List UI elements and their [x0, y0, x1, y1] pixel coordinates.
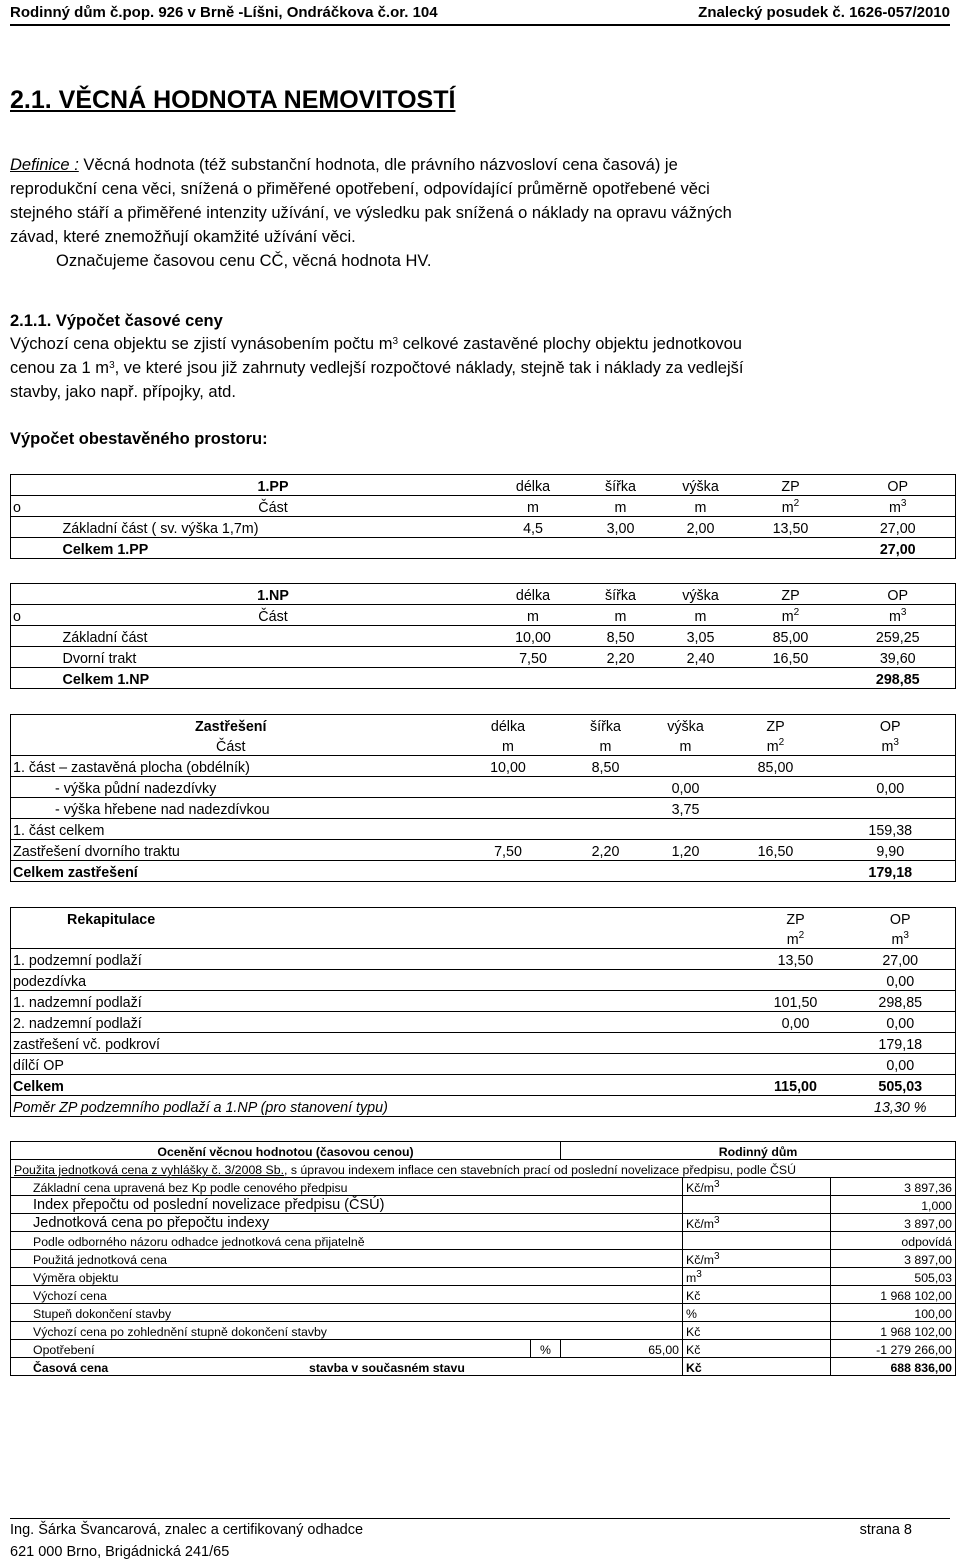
cell-vyska: 2,00 — [686, 521, 715, 537]
unit-m: m — [527, 500, 539, 516]
section-paragraph-line-3: stavby, jako např. přípojky, atd. — [10, 383, 236, 401]
col-op: OP — [889, 912, 911, 928]
section-heading: 2.1.1. Výpočet časové ceny — [10, 312, 223, 330]
unit: % — [686, 1307, 697, 1321]
sup: 3 — [696, 1269, 702, 1280]
ratio-value: 13,30 % — [874, 1100, 927, 1116]
col-vyska: výška — [667, 719, 704, 735]
cell-sirka: 2,20 — [591, 844, 620, 860]
valuation-head-right: Rodinný dům — [561, 1142, 956, 1160]
row-value: 505,03 — [831, 1268, 956, 1286]
final-value: 688 836,00 — [831, 1358, 956, 1376]
cell-zp: 13,50 — [772, 521, 809, 537]
unit: m — [881, 739, 894, 755]
cell-vyska: 2,40 — [686, 651, 715, 667]
row-value: 1,000 — [831, 1196, 956, 1214]
row-name: podezdívka — [13, 974, 87, 990]
unit: m — [889, 609, 901, 625]
col-cast: Část — [216, 739, 246, 755]
row-name: Základní cena upravená bez Kp podle cenového předpisu — [11, 1178, 683, 1196]
row-value: 3 897,00 — [831, 1214, 956, 1232]
footer-author: Ing. Šárka Švancarová, znalec a certifikovaný odhadce — [10, 1522, 364, 1538]
row-value: 3 897,00 — [831, 1250, 956, 1268]
row-name: Dvorní trakt — [62, 651, 137, 667]
cell-delka: 10,00 — [490, 760, 526, 776]
section-paragraph-line-1 — [10, 331, 742, 357]
row-name: Opotřebení — [11, 1340, 531, 1358]
cell-op: 0,00 — [876, 781, 905, 797]
unit: m — [686, 1271, 697, 1285]
table-row — [11, 949, 956, 970]
header-right: Znalecký posudek č. 1626-057/2010 — [698, 4, 950, 21]
total-zp: 115,00 — [774, 1079, 817, 1095]
col-op: OP — [887, 588, 909, 604]
row-name: 1. podzemní podlaží — [13, 953, 142, 969]
row-unit — [683, 1196, 831, 1214]
final-row — [11, 1358, 956, 1376]
sup: 3 — [893, 737, 899, 748]
cell-zp: 13,50 — [777, 953, 814, 969]
total-value: 27,00 — [879, 542, 916, 558]
cell-op: 0,00 — [886, 1016, 915, 1032]
col-sirka: šířka — [605, 588, 636, 604]
row-value: -1 279 266,00 — [831, 1340, 956, 1358]
valuation-source — [11, 1160, 956, 1178]
row-name: Podle odborného názoru odhadce jednotková cena přijatelně — [11, 1232, 683, 1250]
text: cenou za 1 m — [10, 359, 110, 377]
roof-title: Zastřešení — [194, 719, 267, 735]
table-row — [11, 517, 956, 538]
definition-text: Věcná hodnota (též substanční hodnota, dle právního názvosloví cena časová) je — [78, 156, 678, 174]
row-name: 2. nadzemní podlaží — [13, 1016, 142, 1032]
footer-address: 621 000 Brno, Brigádnická 241/65 — [10, 1544, 230, 1560]
page-header — [10, 2, 950, 26]
row-name: 1. nadzemní podlaží — [13, 995, 142, 1011]
recap-title: Rekapitulace — [67, 912, 156, 928]
unit: Kč/m — [686, 1253, 715, 1267]
cell-zp — [746, 1033, 846, 1054]
col-sirka: šířka — [590, 719, 621, 735]
unit-m: m — [614, 609, 627, 625]
unit-m2 — [741, 496, 841, 517]
unit: Kč — [686, 1289, 701, 1303]
unit-m3 — [846, 928, 956, 949]
unit-m3 — [826, 735, 956, 756]
cell-delka: 10,00 — [515, 630, 551, 646]
row-name: - výška půdní nadezdívky — [55, 781, 217, 797]
table-row — [11, 1214, 956, 1232]
row-name: Zastřešení dvorního traktu — [13, 844, 180, 860]
unit-m: m — [694, 500, 707, 516]
row-name: Jednotková cena po přepočtu indexy — [11, 1214, 683, 1232]
final-mid: stavba v současném stavu — [309, 1361, 465, 1375]
col-zp: ZP — [781, 479, 800, 495]
definition-line-3: stejného stáří a přiměřené intenzity užívání, ve výsledku pak snížená o náklady na opravu vážných — [10, 204, 732, 222]
cell-zp — [746, 1054, 846, 1075]
table-row — [11, 647, 956, 668]
text: Výchozí cena objektu se zjistí vynásobením počtu m — [10, 335, 393, 353]
table-row — [11, 1268, 956, 1286]
text: , ve které jsou již zahrnuty vedlejší rozpočtové náklady, stejně tak i náklady za vedlejší — [114, 359, 744, 377]
table-row — [11, 798, 956, 819]
col-o: o — [13, 500, 21, 516]
sup: 2 — [793, 607, 800, 618]
row-unit: Kč — [683, 1358, 831, 1376]
cell-zp: 16,50 — [757, 844, 794, 860]
unit: Kč — [686, 1325, 701, 1339]
unit: m — [891, 932, 904, 948]
row-value: odpovídá — [831, 1232, 956, 1250]
np-title: 1.NP — [257, 588, 289, 604]
row-unit — [683, 1214, 831, 1232]
section-paragraph-line-2 — [10, 355, 743, 381]
table-row — [11, 1054, 956, 1075]
page-title: 2.1. VĚCNÁ HODNOTA NEMOVITOSTÍ — [10, 86, 456, 114]
pct-value: 65,00 — [561, 1340, 683, 1358]
total-label: Celkem zastřešení — [13, 865, 138, 881]
ratio-row — [11, 1096, 956, 1117]
cell-zp: 16,50 — [772, 651, 809, 667]
cell-op: 27,00 — [882, 953, 919, 969]
valuation-table — [10, 1141, 956, 1376]
cell-sirka: 8,50 — [591, 760, 620, 776]
table-row — [11, 1286, 956, 1304]
sup: 3 — [714, 1215, 720, 1226]
total-value: 179,18 — [868, 865, 913, 881]
row-name: Použitá jednotková cena — [11, 1250, 683, 1268]
row-unit — [683, 1250, 831, 1268]
unit: m — [889, 500, 901, 516]
cell-zp: 85,00 — [757, 760, 794, 776]
row-unit — [683, 1286, 831, 1304]
unit: m — [786, 932, 799, 948]
final-label-cell — [11, 1358, 683, 1376]
col-delka: délka — [515, 479, 551, 495]
row-name: 1. část celkem — [13, 823, 105, 839]
definition-label: Definice : — [10, 156, 79, 174]
cell-op: 0,00 — [886, 1058, 915, 1074]
pp-table — [10, 474, 956, 559]
total-row — [11, 668, 956, 689]
pct-unit: % — [531, 1340, 561, 1358]
sup: 3 — [900, 498, 907, 509]
col-op: OP — [887, 479, 909, 495]
col-zp: ZP — [766, 719, 785, 735]
page-footer — [10, 1518, 950, 1560]
table-row — [11, 1196, 956, 1214]
total-label: Celkem 1.NP — [62, 672, 150, 688]
row-name: Index přepočtu od poslední novelizace předpisu (ČSÚ) — [11, 1196, 683, 1214]
col-cast: Část — [258, 609, 288, 625]
sup: 3 — [714, 1179, 720, 1190]
page-number: strana 8 — [859, 1522, 912, 1538]
row-unit — [683, 1268, 831, 1286]
row-name: 1. část – zastavěná plocha (obdélník) — [13, 760, 250, 776]
wear-row — [11, 1340, 956, 1358]
unit: m — [766, 739, 779, 755]
table-row — [11, 777, 956, 798]
sup: 3 — [714, 1251, 720, 1262]
unit-m2 — [741, 605, 841, 626]
table-row — [11, 1322, 956, 1340]
text: celkové zastavěné plochy objektu jednotkovou — [398, 335, 742, 353]
col-delka: délka — [515, 588, 551, 604]
table-row — [11, 1012, 956, 1033]
col-zp: ZP — [781, 588, 800, 604]
table-row — [11, 626, 956, 647]
row-unit — [683, 1178, 831, 1196]
ratio-label: Poměr ZP podzemního podlaží a 1.NP (pro stanovení typu) — [13, 1100, 388, 1116]
table-row — [11, 1033, 956, 1054]
unit-m: m — [599, 739, 612, 755]
total-row — [11, 538, 956, 559]
total-label: Celkem — [13, 1079, 64, 1095]
cell-sirka: 3,00 — [606, 521, 635, 537]
definition-line-2: reprodukční cena věci, snížená o přiměřené opotřebení, odpovídající průměrně opotřebené věci — [10, 180, 710, 198]
unit-m3 — [841, 496, 956, 517]
col-cast: Část — [258, 500, 288, 516]
cell-vyska: 1,20 — [671, 844, 700, 860]
col-vyska: výška — [682, 588, 719, 604]
cell-op: 259,25 — [875, 630, 920, 646]
cell-vyska: 0,00 — [671, 781, 700, 797]
unit-m: m — [679, 739, 692, 755]
cell-zp — [746, 970, 846, 991]
cell-sirka: 8,50 — [606, 630, 635, 646]
row-name: Výchozí cena po zohlednění stupně dokončení stavby — [11, 1322, 683, 1340]
total-op: 505,03 — [878, 1079, 923, 1095]
definition-line-5: Označujeme časovou cenu CČ, věcná hodnota HV. — [56, 252, 432, 270]
sup: 3 — [903, 930, 909, 941]
row-value: 100,00 — [831, 1304, 956, 1322]
header-left: Rodinný dům č.pop. 926 v Brně -Líšni, Ondráčkova č.or. 104 — [10, 4, 438, 21]
total-value: 298,85 — [875, 672, 920, 688]
unit-m2 — [746, 928, 846, 949]
unit: Kč/m — [686, 1217, 715, 1231]
cell-op: 0,00 — [886, 974, 915, 990]
row-name: Základní část ( sv. výška 1,7m) — [62, 521, 259, 537]
cell-op: 27,00 — [879, 521, 916, 537]
table-row — [11, 970, 956, 991]
valuation-head-left: Ocenění věcnou hodnotou (časovou cenou) — [11, 1142, 561, 1160]
unit-m2 — [726, 735, 826, 756]
row-name: dílčí OP — [13, 1058, 64, 1074]
unit-m3 — [841, 605, 956, 626]
source-text: , s úpravou indexem inflace cen stavebních prací od poslední novelizace předpisu, podle ČSÚ — [284, 1163, 797, 1177]
total-label: Celkem 1.PP — [62, 542, 149, 558]
unit-m: m — [694, 609, 707, 625]
cell-zp: 85,00 — [772, 630, 809, 646]
col-delka: délka — [490, 719, 526, 735]
recap-table — [10, 907, 956, 1117]
total-row — [11, 861, 956, 882]
unit: m — [781, 500, 794, 516]
definition-line-1 — [10, 152, 678, 178]
definition-line-4: závad, které znemožňují okamžité užívání věci. — [10, 228, 356, 246]
pp-title: 1.PP — [257, 479, 289, 495]
unit: Kč/m — [686, 1181, 715, 1195]
cell-sirka: 2,20 — [606, 651, 635, 667]
row-name: zastřešení vč. podkroví — [13, 1037, 161, 1053]
source-ref: Použita jednotková cena z vyhlášky č. 3/2008 Sb. — [14, 1163, 285, 1177]
table-row — [11, 991, 956, 1012]
row-name: Základní část — [62, 630, 148, 646]
subheading: Výpočet obestavěného prostoru: — [10, 430, 268, 448]
table-row — [11, 1178, 956, 1196]
row-name: Stupeň dokončení stavby — [11, 1304, 683, 1322]
sup: 2 — [793, 498, 800, 509]
unit-m: m — [527, 609, 539, 625]
row-name: Výchozí cena — [11, 1286, 683, 1304]
row-unit — [683, 1322, 831, 1340]
cell-op: 298,85 — [878, 995, 923, 1011]
cell-zp: 0,00 — [781, 1016, 810, 1032]
col-zp: ZP — [786, 912, 805, 928]
table-row — [11, 1232, 956, 1250]
superscript: 3 — [392, 336, 399, 347]
cell-delka: 7,50 — [494, 844, 522, 860]
roof-table — [10, 714, 956, 882]
cell-op: 9,90 — [876, 844, 905, 860]
superscript: 3 — [109, 360, 115, 371]
sup: 3 — [900, 607, 907, 618]
row-value: 1 968 102,00 — [831, 1322, 956, 1340]
row-unit — [683, 1232, 831, 1250]
cell-vyska: 3,75 — [671, 802, 700, 818]
table-row — [11, 1250, 956, 1268]
col-op: OP — [879, 719, 901, 735]
table-row — [11, 819, 956, 840]
row-value: 1 968 102,00 — [831, 1286, 956, 1304]
table-row — [11, 840, 956, 861]
cell-delka: 7,50 — [519, 651, 547, 667]
total-row — [11, 1075, 956, 1096]
row-unit — [683, 1304, 831, 1322]
cell-vyska: 3,05 — [686, 630, 715, 646]
cell-delka: 4,5 — [523, 521, 543, 537]
sup: 2 — [778, 737, 785, 748]
col-o: o — [13, 609, 21, 625]
row-unit: Kč — [683, 1340, 831, 1358]
cell-op: 179,18 — [878, 1037, 923, 1053]
np-table — [10, 583, 956, 689]
final-label: Časová cena — [33, 1361, 109, 1375]
row-name: Výměra objektu — [11, 1268, 683, 1286]
cell-op: 39,60 — [879, 651, 916, 667]
unit-m: m — [614, 500, 627, 516]
row-value: 3 897,36 — [831, 1178, 956, 1196]
table-row — [11, 1304, 956, 1322]
col-vyska: výška — [682, 479, 719, 495]
cell-zp: 101,50 — [773, 995, 818, 1011]
row-name: - výška hřebene nad nadezdívkou — [55, 802, 270, 818]
col-sirka: šířka — [605, 479, 636, 495]
cell-op: 159,38 — [868, 823, 913, 839]
sup: 2 — [798, 930, 805, 941]
unit: m — [781, 609, 794, 625]
table-row — [11, 756, 956, 777]
unit-m: m — [502, 739, 514, 755]
